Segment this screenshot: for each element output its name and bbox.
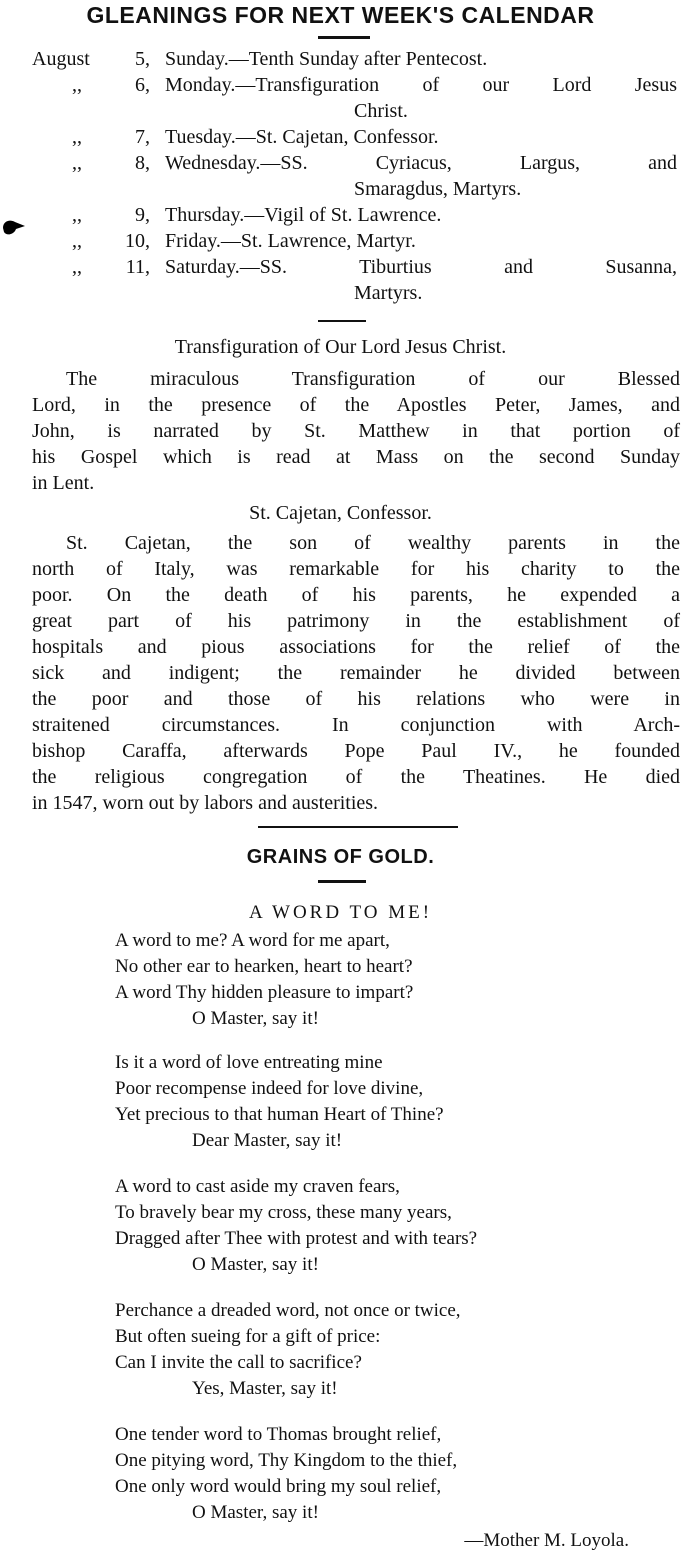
- entry-day: 11,: [125, 256, 150, 278]
- verse-line: Can I invite the call to sacrifice?: [115, 1352, 362, 1373]
- grains-heading: GRAINS OF GOLD.: [246, 846, 435, 868]
- verse-line: A word to me? A word for me apart,: [115, 930, 390, 951]
- calendar-entry: [0, 74, 681, 100]
- entry-text: Monday.—Transfiguration of our Lord Jesus: [165, 74, 677, 96]
- paragraph-line: poor. On the death of his parents, he expended a: [32, 584, 680, 606]
- verse-line: A word Thy hidden pleasure to impart?: [115, 982, 414, 1003]
- entry-month: ,,: [72, 204, 82, 226]
- verse-line: One only word would bring my soul relief,: [115, 1476, 442, 1497]
- entry-month: ,,: [72, 256, 82, 278]
- poem-title: A WORD TO ME!: [248, 902, 433, 923]
- paragraph-line: the religious congregation of the Theatines. He died: [32, 766, 680, 788]
- entry-continuation: Martyrs.: [354, 282, 423, 304]
- entry-text: Thursday.—Vigil of St. Lawrence.: [165, 204, 442, 226]
- section-rule: [318, 320, 366, 322]
- paragraph-line: hospitals and pious associations for the relief of the: [32, 636, 680, 658]
- paragraph-line: The miraculous Transfiguration of our Blessed: [66, 368, 680, 390]
- paragraph-line: in 1547, worn out by labors and austerities.: [32, 792, 379, 814]
- calendar-entry: [0, 204, 681, 230]
- entry-month: ,,: [72, 152, 82, 174]
- entry-day: 7,: [135, 126, 150, 148]
- calendar-entry: [0, 230, 681, 256]
- verse-refrain: Dear Master, say it!: [192, 1130, 343, 1151]
- verse-line: No other ear to hearken, heart to heart?: [115, 956, 413, 977]
- paragraph-line: bishop Caraffa, afterwards Pope Paul IV., he founded: [32, 740, 680, 762]
- entry-day: 9,: [135, 204, 150, 226]
- verse-line: Is it a word of love entreating mine: [115, 1052, 383, 1073]
- cajetan-paragraph: [32, 530, 680, 816]
- heading-rule: [318, 36, 370, 39]
- verse-line: Perchance a dreaded word, not once or twice,: [115, 1300, 461, 1321]
- entry-month: August: [32, 48, 90, 70]
- transfiguration-paragraph: [32, 366, 680, 496]
- entry-text: Friday.—St. Lawrence, Martyr.: [165, 230, 416, 252]
- paragraph-line: sick and indigent; the remainder he divided between: [32, 662, 680, 684]
- verse-line: Poor recompense indeed for love divine,: [115, 1078, 424, 1099]
- entry-text: Tuesday.—St. Cajetan, Confessor.: [165, 126, 439, 148]
- paragraph-line: straitened circumstances. In conjunction with Arch-: [32, 714, 680, 736]
- verse-refrain: O Master, say it!: [192, 1502, 319, 1523]
- paragraph-line: John, is narrated by St. Matthew in that portion of: [32, 420, 680, 442]
- entry-month: ,,: [72, 230, 82, 252]
- calendar-heading: GLEANINGS FOR NEXT WEEK'S CALENDAR: [86, 2, 595, 28]
- entry-text: Wednesday.—SS. Cyriacus, Largus, and: [165, 152, 677, 174]
- calendar-entry: [0, 152, 681, 178]
- calendar-entry: [0, 256, 681, 282]
- verse-line: Yet precious to that human Heart of Thine?: [115, 1104, 444, 1125]
- heading-rule: [318, 880, 366, 883]
- entry-month: ,,: [72, 74, 82, 96]
- paragraph-line: great part of his patrimony in the establishment of: [32, 610, 680, 632]
- entry-day: 8,: [135, 152, 150, 174]
- verse-line: One tender word to Thomas brought relief,: [115, 1424, 442, 1445]
- entry-month: ,,: [72, 126, 82, 148]
- cajetan-title: St. Cajetan, Confessor.: [249, 502, 432, 524]
- entry-text: Sunday.—Tenth Sunday after Pentecost.: [165, 48, 488, 70]
- verse-refrain: O Master, say it!: [192, 1008, 319, 1029]
- section-rule: [258, 826, 458, 828]
- transfiguration-title: Transfiguration of Our Lord Jesus Christ.: [174, 336, 507, 358]
- calendar-entry: [0, 48, 681, 74]
- verse-line: To bravely bear my cross, these many years,: [115, 1202, 452, 1223]
- verse-line: Dragged after Thee with protest and with tears?: [115, 1228, 478, 1249]
- entry-continuation: Smaragdus, Martyrs.: [354, 178, 522, 200]
- paragraph-line: the poor and those of his relations who were in: [32, 688, 680, 710]
- calendar-entry: [0, 126, 681, 152]
- entry-text: Saturday.—SS. Tiburtius and Susanna,: [165, 256, 677, 278]
- verse-refrain: Yes, Master, say it!: [192, 1378, 338, 1399]
- verse-refrain: O Master, say it!: [192, 1254, 319, 1275]
- verse-line: One pitying word, Thy Kingdom to the thief,: [115, 1450, 458, 1471]
- paragraph-line: St. Cajetan, the son of wealthy parents in the: [66, 532, 680, 554]
- paragraph-line: his Gospel which is read at Mass on the second Sunday: [32, 446, 680, 468]
- paragraph-line: in Lent.: [32, 472, 95, 494]
- paragraph-line: Lord, in the presence of the Apostles Peter, James, and: [32, 394, 680, 416]
- entry-day: 5,: [135, 48, 150, 70]
- verse-line: A word to cast aside my craven fears,: [115, 1176, 400, 1197]
- entry-day: 6,: [135, 74, 150, 96]
- paragraph-line: north of Italy, was remarkable for his charity to the: [32, 558, 680, 580]
- poem-author: —Mother M. Loyola.: [464, 1530, 629, 1551]
- verse-line: But often sueing for a gift of price:: [115, 1326, 381, 1347]
- entry-day: 10,: [125, 230, 150, 252]
- entry-continuation: Christ.: [354, 100, 408, 122]
